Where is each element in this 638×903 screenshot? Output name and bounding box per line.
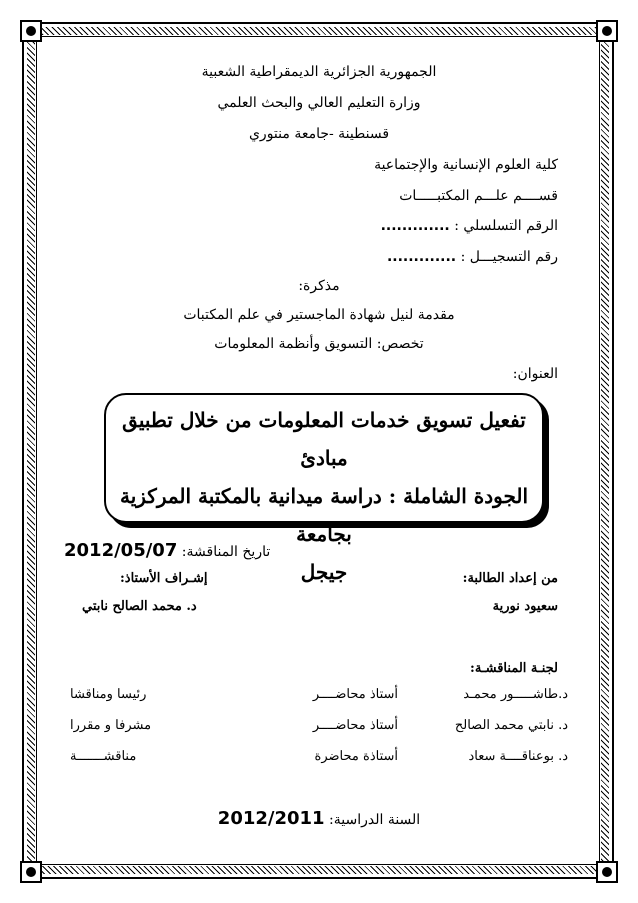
memo-purpose: مقدمة لنيل شهادة الماجستير في علم المكتبات [183, 307, 455, 323]
university-heading: قسنطينة -جامعة منتوري [248, 126, 390, 142]
memo-label: مذكرة: [298, 278, 340, 294]
member-rank: أستاذ محاضــــر [312, 718, 398, 733]
student-label: من إعداد الطالبة: [462, 571, 558, 586]
thesis-title-line: الجودة الشاملة : دراسة ميدانية بالمكتبة المركزية بجامعة [119, 484, 529, 546]
student-name: سعيود نورية [492, 599, 558, 614]
corner-ornament-icon [20, 861, 42, 883]
title-label: العنوان: [512, 366, 558, 382]
member-name: د.طاشـــــور محمـد [463, 687, 568, 702]
member-role: مناقشـــــــة [70, 749, 137, 764]
committee-member-row [70, 687, 568, 702]
corner-ornament-icon [596, 861, 618, 883]
registration-label: رقم التسجيـــل : [460, 249, 558, 265]
academic-year [0, 808, 638, 829]
member-name: د. نابتي محمد الصالح [454, 718, 568, 733]
supervisor-label: إشـراف الأستاذ: [120, 571, 208, 586]
faculty-name: كلية العلوم الإنسانية والإجتماعية [374, 157, 558, 173]
member-role: مشرفا و مقررا [70, 718, 152, 733]
member-rank: أستاذ محاضــــر [312, 687, 398, 702]
committee-label: لجنـة المناقشـة: [470, 661, 558, 676]
defense-date [64, 540, 270, 561]
member-role: رئيسا ومناقشا [70, 687, 147, 702]
member-name: د. بوعناقــــة سعاد [468, 749, 568, 764]
committee-member-row [70, 749, 568, 764]
registration-number [387, 249, 558, 265]
thesis-title-line: تفعيل تسويق خدمات المعلومات من خلال تطبيق مبادئ [122, 408, 526, 470]
academic-year-value: 2012/2011 [217, 808, 325, 829]
registration-value: ............. [386, 249, 457, 265]
serial-number [381, 218, 558, 234]
corner-ornament-icon [20, 20, 42, 42]
serial-value: ............. [380, 218, 450, 234]
serial-label: الرقم التسلسلي : [454, 218, 558, 234]
member-rank: أستاذة محاضرة [314, 749, 398, 764]
defense-date-label: تاريخ المناقشة: [181, 544, 271, 560]
memo-specialty: تخصص: التسويق وأنظمة المعلومات [214, 336, 424, 352]
corner-ornament-icon [596, 20, 618, 42]
committee-member-row [70, 718, 568, 733]
thesis-title-line: جيجل [300, 560, 348, 584]
academic-year-label: السنة الدراسية: [329, 812, 421, 828]
defense-date-value: 2012/05/07 [64, 540, 178, 561]
supervisor-name: د. محمد الصالح نابتي [82, 599, 197, 614]
ministry-heading: وزارة التعليم العالي والبحث العلمي [217, 95, 421, 111]
department-name: قســــم علـــم المكتبـــــات [399, 188, 558, 204]
republic-heading: الجمهورية الجزائرية الديمقراطية الشعبية [201, 64, 437, 80]
